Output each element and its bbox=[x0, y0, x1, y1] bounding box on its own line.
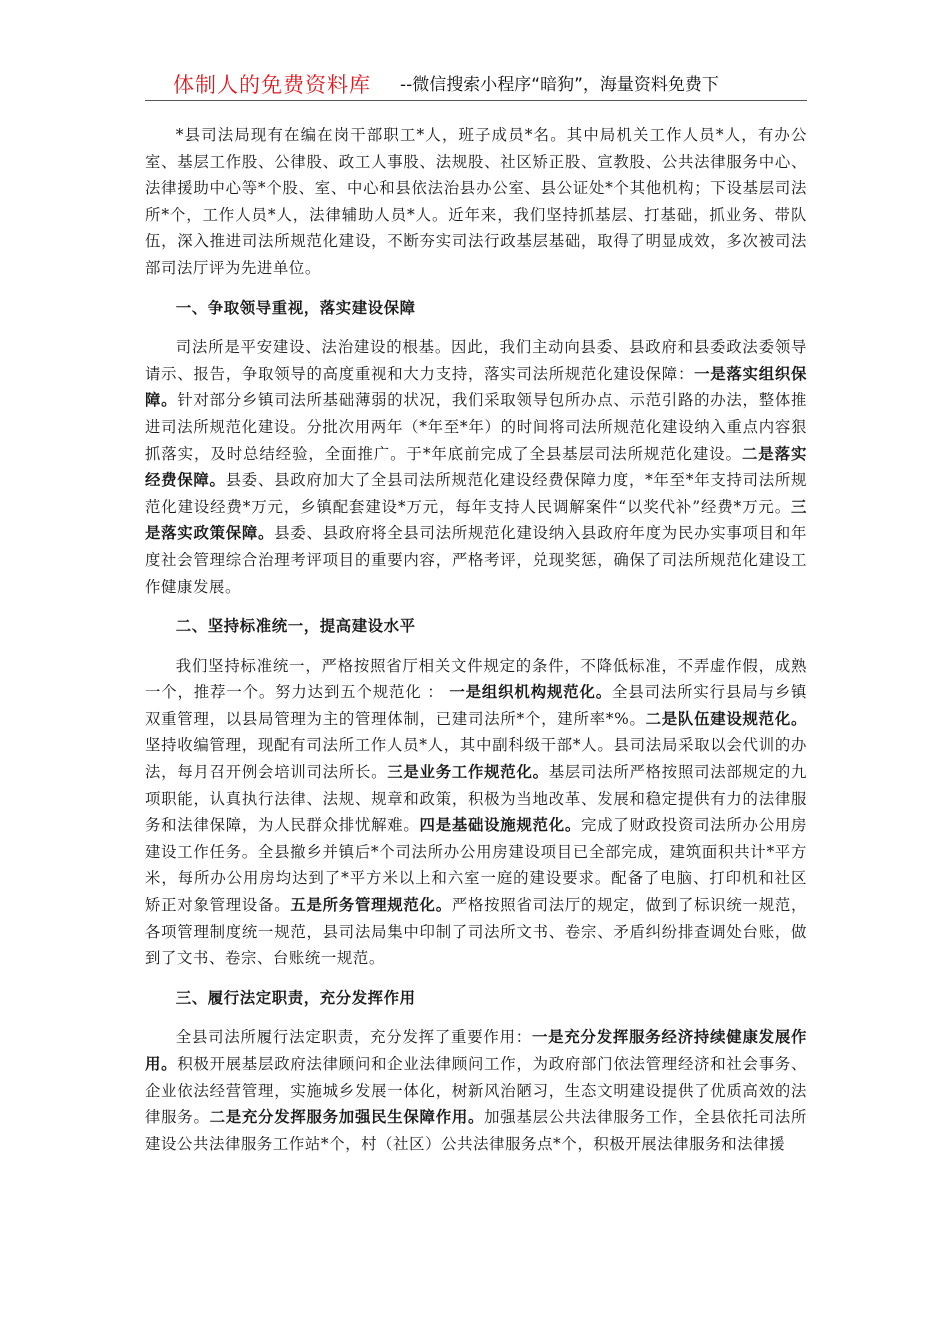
page-header bbox=[145, 70, 807, 101]
text-segment: 全县司法所履行法定职责，充分发挥了重要作用： bbox=[175, 1028, 532, 1047]
header-tagline: --微信搜索小程序“暗狗”，海量资料免费下 bbox=[400, 75, 719, 95]
section-3-paragraph bbox=[145, 1024, 807, 1157]
bold-point: 五是所务管理规范化。 bbox=[290, 896, 452, 915]
text-segment: 针对部分乡镇司法所基础薄弱的状况，我们采取领导包所办点、示范引路的办法，整体推进司法所规范化建设。分批次用两年（*年至*年）的时间将司法所规范化建设纳入重点内容狠抓落实，及时总结经验，全面推广。于*年底前完成了全县基层司法所规范化建设。 bbox=[145, 391, 808, 463]
bold-point: 一是组织机构规范化。 bbox=[449, 683, 613, 702]
text-segment: 我们坚持标准统一，严格按照省厅相关文件规定的条件，不降低标准，不弄虚作假，成熟一个，推荐一个。努力达到五个规范化 ： bbox=[145, 656, 807, 702]
section-2-heading: 二、坚持标准统一，提高建设水平 bbox=[175, 617, 416, 636]
text-segment: 全县司法所实行县局与乡镇双重管理，以县局管理为主的管理体制，已建司法所*个，建所率*%。 bbox=[145, 683, 807, 728]
bold-point: 二是充分发挥服务加强民生保障作用。 bbox=[209, 1108, 485, 1127]
bold-point: 三是落实政策保障。 bbox=[145, 497, 807, 543]
section-1-heading: 一、争取领导重视，落实建设保障 bbox=[175, 298, 416, 317]
bold-point: 一是落实组织保障。 bbox=[145, 364, 808, 410]
text-segment: 积极开展基层政府法律顾问和企业法律顾问工作，为政府部门依法管理经济和社会事务、企业依法经营管理，实施城乡发展一体化，树新风治陋习，生态文明建设提供了优质高效的法律服务。 bbox=[145, 1055, 808, 1127]
header-brand: 体制人的免费资料库 bbox=[173, 73, 371, 97]
section-1-paragraph bbox=[145, 334, 807, 600]
text-segment: 严格按照省司法厅的规定，做到了标识统一规范，各项管理制度统一规范，县司法局集中印制了司法所文书、卷宗、矛盾纠纷排查调处台账，做到了文书、卷宗、台账统一规范。 bbox=[145, 896, 807, 968]
bold-point: 一是充分发挥服务经济持续健康发展作用。 bbox=[145, 1028, 808, 1073]
text-segment: 县委、县政府加大了全县司法所规范化建设经费保障力度，*年至*年支持司法所规范化建设经费*万元，乡镇配套建设*万元，每年支持人民调解案件“以奖代补”经费*万元。 bbox=[145, 471, 807, 516]
document-body bbox=[145, 122, 807, 1157]
section-3-heading: 三、履行法定职责，充分发挥作用 bbox=[175, 988, 416, 1007]
intro-paragraph: *县司法局现有在编在岗干部职工*人，班子成员*名。其中局机关工作人员*人，有办公室、基层工作股、公律股、政工人事股、法规股、社区矫正股、宣教股、公共法律服务中心、法律援助中心等*个股、室、中心和县依法治县办公室、县公证处*个其他机构；下设基层司法所*个，工作人员*人，法律辅助人员*人。近年来，我们坚持抓基层、打基础，抓业务、带队伍，深入推进司法所规范化建设，不断夯实司法行政基层基础，取得了明显成效，多次被司法部司法厅评为先进单位。 bbox=[145, 126, 807, 277]
text-segment: 基层司法所严格按照司法部规定的九项职能，认真执行法律、法规、规章和政策，积极为当地改革、发展和稳定提供有力的法律服务和法律保障，为人民群众排忧解难。 bbox=[145, 763, 807, 835]
text-segment: 完成了财政投资司法所办公用房建设工作任务。全县撤乡并镇后*个司法所办公用房建设项目已全部完成，建筑面积共计*平方米，每所办公用房均达到了*平方米以上和六室一庭的建设要求。配备了电脑、打印机和社区矫正对象管理设备。 bbox=[145, 816, 807, 915]
bold-point: 二是队伍建设规范化。 bbox=[645, 709, 807, 728]
bold-point: 四是基础设施规范化。 bbox=[419, 816, 582, 835]
text-segment: 县委、县政府将全县司法所规范化建设纳入县政府年度为民办实事项目和年度社会管理综合治理考评项目的重要内容，严格考评，兑现奖惩，确保了司法所规范化建设工作健康发展。 bbox=[145, 524, 807, 596]
text-segment: 加强基层公共法律服务工作，全县依托司法所建设公共法律服务工作站*个，村（社区）公共法律服务点*个，积极开展法律服务和法律援 bbox=[145, 1108, 807, 1153]
bold-point: 三是业务工作规范化。 bbox=[387, 763, 549, 782]
section-2-paragraph bbox=[145, 653, 807, 972]
text-segment: 司法所是平安建设、法治建设的根基。因此，我们主动向县委、县政府和县委政法委领导请示、报告，争取领导的高度重视和大力支持，落实司法所规范化建设保障： bbox=[145, 338, 807, 383]
bold-point: 二是落实经费保障。 bbox=[145, 444, 807, 490]
text-segment: 坚持收编管理，现配有司法所工作人员*人，其中副科级干部*人。县司法局采取以会代训的办法，每月召开例会培训司法所长。 bbox=[145, 736, 807, 782]
